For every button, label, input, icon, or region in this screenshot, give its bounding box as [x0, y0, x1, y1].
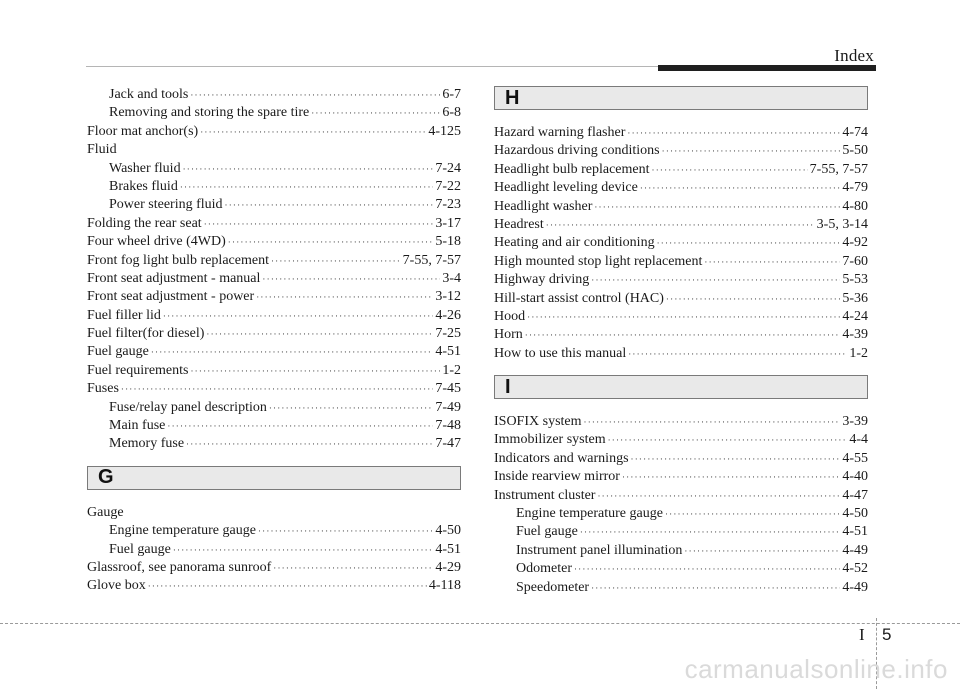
- index-entry: [87, 380, 461, 398]
- dot-leader: [167, 419, 433, 433]
- index-entry-page: 4-51: [435, 541, 461, 557]
- dot-leader: [591, 273, 840, 287]
- dot-leader: [684, 544, 840, 558]
- index-entry: [87, 417, 461, 435]
- dot-leader: [163, 309, 433, 323]
- index-entry: [87, 435, 461, 453]
- index-entry-page: 4-118: [428, 578, 461, 594]
- index-entry-label: Fuel filler lid: [87, 307, 161, 323]
- index-entry-label: Glassroof, see panorama sunroof: [87, 559, 272, 575]
- index-entry-label: Fuse/relay panel description: [109, 399, 267, 415]
- index-entry-label: Folding the rear seat: [87, 215, 202, 231]
- dot-leader: [662, 144, 841, 158]
- dot-leader: [652, 163, 808, 177]
- index-entry: [87, 270, 461, 288]
- index-entry-page: 4-80: [842, 198, 868, 214]
- index-entry-page: 7-60: [842, 253, 868, 269]
- index-entry: [87, 104, 461, 122]
- dot-leader: [580, 525, 841, 539]
- index-entry-label: Horn: [494, 327, 523, 343]
- index-entry-label: Floor mat anchor(s): [87, 123, 199, 139]
- index-column-left: [87, 86, 461, 596]
- dot-leader: [200, 125, 426, 139]
- index-entry: [87, 141, 461, 159]
- index-entry-label: Engine temperature gauge: [516, 506, 663, 522]
- index-entry-page: 4-29: [435, 559, 461, 575]
- dot-leader: [225, 198, 434, 212]
- index-entry-label: Front seat adjustment - power: [87, 289, 255, 305]
- index-entry-page: 4-52: [842, 561, 868, 577]
- index-entry-page: 7-55, 7-57: [402, 252, 461, 268]
- footer-dashed-rule: [0, 623, 960, 624]
- dot-leader: [256, 290, 433, 304]
- index-entry-label: Gauge: [87, 504, 124, 520]
- index-entry-page: 3-39: [842, 414, 868, 430]
- index-entry-page: 7-23: [435, 197, 461, 213]
- index-entry: [87, 577, 461, 595]
- index-entry: [494, 234, 868, 252]
- dot-leader: [206, 327, 433, 341]
- index-entry: [87, 215, 461, 233]
- section-header-g: [87, 466, 461, 490]
- dot-leader: [657, 236, 841, 250]
- index-entry: [494, 345, 868, 363]
- dot-leader: [269, 401, 433, 415]
- index-entry: [87, 307, 461, 325]
- dot-leader: [180, 180, 434, 194]
- index-entry-label: Fuses: [87, 381, 119, 397]
- index-entry-label: Main fuse: [109, 418, 166, 434]
- dot-leader: [584, 415, 841, 429]
- index-entry-label: Engine temperature gauge: [109, 523, 256, 539]
- index-entry: [494, 290, 868, 308]
- index-entry-page: 4-51: [435, 344, 461, 360]
- index-entry: [494, 523, 868, 541]
- index-entry: [87, 343, 461, 361]
- watermark-text: carmanualsonline.info: [684, 654, 948, 684]
- index-entry-label: Power steering fluid: [109, 197, 223, 213]
- index-entry-page: 5-18: [435, 234, 461, 250]
- index-entry-page: 7-48: [435, 418, 461, 434]
- index-entries-h: [494, 124, 868, 363]
- index-entry-page: 7-45: [435, 381, 461, 397]
- index-entry: [494, 413, 868, 431]
- dot-leader: [627, 126, 840, 140]
- index-entry-label: Fuel gauge: [516, 524, 578, 540]
- index-entry-page: 6-8: [442, 105, 461, 121]
- index-entry-label: Front seat adjustment - manual: [87, 270, 261, 286]
- index-entry-label: Headlight leveling device: [494, 180, 638, 196]
- index-entry-label: Highway driving: [494, 272, 590, 288]
- page-header-title: Index: [834, 46, 874, 65]
- index-entry-label: How to use this manual: [494, 345, 627, 361]
- index-entry-label: Fuel gauge: [87, 344, 149, 360]
- index-entry-label: Immobilizer system: [494, 432, 606, 448]
- index-entry: [494, 142, 868, 160]
- index-entry-page: 7-47: [435, 436, 461, 452]
- index-entry-page: 4-55: [842, 450, 868, 466]
- index-entry: [494, 179, 868, 197]
- index-entry: [494, 308, 868, 326]
- index-entry-label: Fuel filter(for diesel): [87, 326, 205, 342]
- dot-leader: [622, 470, 840, 484]
- index-entry-label: Hazardous driving conditions: [494, 143, 660, 159]
- index-entry-page: 4-39: [842, 327, 868, 343]
- dot-leader: [271, 254, 401, 268]
- index-entry-page: 4-50: [842, 506, 868, 522]
- index-entry: [87, 160, 461, 178]
- index-entry-page: 3-12: [435, 289, 461, 305]
- index-entry: [87, 252, 461, 270]
- index-entry-label: Instrument panel illumination: [516, 542, 683, 558]
- index-entry-label: Instrument cluster: [494, 487, 596, 503]
- index-entry-label: High mounted stop light replacement: [494, 253, 703, 269]
- index-entry-page: 4-47: [842, 487, 868, 503]
- index-entry-page: 7-55, 7-57: [809, 161, 868, 177]
- section-letter-h: H: [505, 86, 520, 109]
- dot-leader: [148, 579, 427, 593]
- index-entry: [494, 450, 868, 468]
- index-entry-page: 6-7: [442, 87, 461, 102]
- index-entry-page: 3-5, 3-14: [816, 216, 868, 232]
- index-entry-label: Fuel gauge: [109, 541, 171, 557]
- index-entry-label: Odometer: [516, 561, 572, 577]
- index-entry-page: 1-2: [849, 345, 868, 361]
- dot-leader: [640, 181, 840, 195]
- index-entry-label: Glove box: [87, 578, 146, 594]
- index-entry-page: 4-49: [842, 579, 868, 595]
- index-entries-g: [87, 504, 461, 596]
- index-entry-page: 4-79: [842, 180, 868, 196]
- dot-leader: [262, 272, 440, 286]
- index-entry: [87, 362, 461, 380]
- index-entries-i: [494, 413, 868, 597]
- index-entry: [87, 559, 461, 577]
- index-entry-label: Fuel requirements: [87, 362, 189, 378]
- index-entry: [494, 198, 868, 216]
- index-entry-label: Four wheel drive (4WD): [87, 234, 226, 250]
- dot-leader: [204, 217, 434, 231]
- dot-leader: [273, 561, 433, 575]
- index-entry: [494, 161, 868, 179]
- index-entry: [494, 505, 868, 523]
- index-entry-page: 4-50: [435, 523, 461, 539]
- index-entry: [87, 196, 461, 214]
- index-entry-label: Hazard warning flasher: [494, 125, 626, 140]
- index-entry: [494, 216, 868, 234]
- dot-leader: [574, 562, 840, 576]
- header-accent-bar: [658, 65, 876, 71]
- footer-page-number: 5: [882, 625, 892, 644]
- index-entry-page: 1-2: [442, 362, 461, 378]
- dot-leader: [546, 218, 815, 232]
- index-entry-label: Washer fluid: [109, 160, 181, 176]
- index-entry: [494, 124, 868, 142]
- dot-leader: [228, 235, 434, 249]
- section-letter-i: I: [505, 375, 511, 398]
- index-entry: [494, 487, 868, 505]
- dot-leader: [151, 345, 434, 359]
- index-entry-page: 3-4: [442, 270, 461, 286]
- dot-leader: [311, 106, 440, 120]
- index-entry-label: Indicators and warnings: [494, 450, 629, 466]
- dot-leader: [628, 347, 847, 361]
- index-entry-page: 4-49: [842, 542, 868, 558]
- index-entry-label: Inside rearview mirror: [494, 469, 620, 485]
- dot-leader: [190, 364, 440, 378]
- index-entry: [494, 468, 868, 486]
- index-entry: [494, 579, 868, 597]
- index-entry-page: 5-50: [842, 143, 868, 159]
- index-entry-page: 4-51: [842, 524, 868, 540]
- index-entry-label: Headlight washer: [494, 198, 593, 214]
- dot-leader: [631, 452, 841, 466]
- dot-leader: [666, 292, 840, 306]
- dot-leader: [121, 382, 433, 396]
- index-entry: [494, 253, 868, 271]
- section-header-i: [494, 375, 868, 399]
- index-entry: [494, 560, 868, 578]
- index-entry: [87, 504, 461, 522]
- index-entry-label: Headrest: [494, 216, 544, 232]
- index-entry-page: 4-40: [842, 469, 868, 485]
- index-entry: [87, 541, 461, 559]
- index-entry-label: ISOFIX system: [494, 414, 582, 430]
- index-entry-label: Headlight bulb replacement: [494, 161, 650, 177]
- dot-leader: [594, 200, 840, 214]
- index-entry-page: 7-25: [435, 326, 461, 342]
- dot-leader: [704, 255, 840, 269]
- index-entry: [87, 522, 461, 540]
- index-entry-page: 4-26: [435, 307, 461, 323]
- index-entry: [494, 431, 868, 449]
- dot-leader: [173, 543, 434, 557]
- index-entry-page: 5-53: [842, 272, 868, 288]
- index-entry: [87, 325, 461, 343]
- dot-leader: [183, 162, 434, 176]
- index-column-right: [494, 86, 868, 597]
- dot-leader: [186, 437, 433, 451]
- index-entry-label: Fluid: [87, 142, 117, 158]
- index-entry-label: Front fog light bulb replacement: [87, 252, 269, 268]
- dot-leader: [190, 88, 440, 102]
- index-entry-page: 7-49: [435, 399, 461, 415]
- index-entry: [494, 271, 868, 289]
- footer-section-prefix: I: [859, 625, 865, 644]
- index-entry-label: Heating and air conditioning: [494, 235, 655, 251]
- index-entry-label: Jack and tools: [109, 87, 189, 102]
- index-entry: [87, 123, 461, 141]
- index-entry: [87, 86, 461, 104]
- index-entry-page: 4-92: [842, 235, 868, 251]
- section-letter-g: G: [98, 466, 114, 489]
- index-entry: [494, 326, 868, 344]
- index-entry: [87, 233, 461, 251]
- index-entry-label: Removing and storing the spare tire: [109, 105, 310, 121]
- index-entry-page: 4-125: [428, 123, 461, 139]
- index-entry-label: Hill-start assist control (HAC): [494, 290, 664, 306]
- dot-leader: [527, 310, 840, 324]
- index-entry: [87, 399, 461, 417]
- index-entry-page: 4-74: [842, 125, 868, 140]
- index-entries-f: [87, 86, 461, 454]
- index-entry-page: 7-24: [435, 160, 461, 176]
- index-entry-label: Brakes fluid: [109, 178, 178, 194]
- index-entry-label: Speedometer: [516, 579, 590, 595]
- dot-leader: [608, 433, 848, 447]
- index-entry: [87, 178, 461, 196]
- dot-leader: [597, 489, 840, 503]
- index-entry-page: 3-17: [435, 215, 461, 231]
- index-entry-page: 7-22: [435, 178, 461, 194]
- dot-leader: [591, 581, 840, 595]
- index-entry-label: Hood: [494, 308, 526, 324]
- index-entry-page: 5-36: [842, 290, 868, 306]
- section-header-h: [494, 86, 868, 110]
- index-entry: [494, 542, 868, 560]
- dot-leader: [525, 328, 841, 342]
- dot-leader: [665, 507, 840, 521]
- index-entry-label: Memory fuse: [109, 436, 185, 452]
- index-entry-page: 4-4: [849, 432, 868, 448]
- dot-leader: [258, 524, 433, 538]
- index-entry: [87, 288, 461, 306]
- index-entry-page: 4-24: [842, 308, 868, 324]
